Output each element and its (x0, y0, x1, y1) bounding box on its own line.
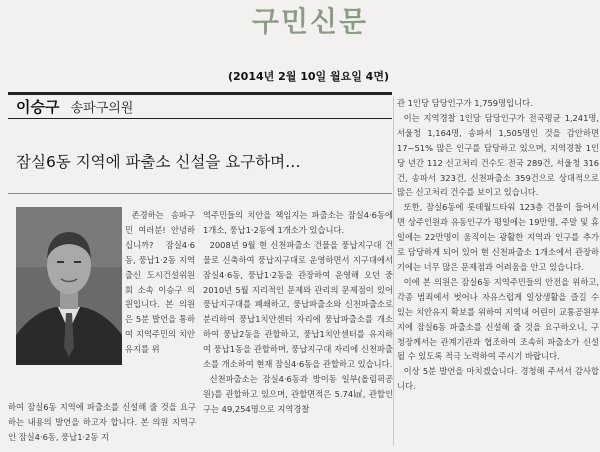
column1-continued-text: 하여 잠실6동 지역에 파출소를 신설해 줄 것을 요구하는 내용의 발언을 하고자 합니다. 본 의원 지역구인 잠실4·6동, 풍납1·2동 지 (8, 402, 196, 442)
headline-rule (8, 193, 392, 194)
column-divider (393, 96, 394, 446)
article-column-1 (125, 208, 195, 378)
article-column-2 (203, 208, 393, 448)
councillor-role: 송파구의원 (70, 101, 134, 116)
column1-text: 존경하는 송파구민 여러분! 안녕하십니까? 잠실4·6동, 풍납1·2동 지역출신 도시건설위원회 소속 이승구 의원입니다. 본 의원은 5분 발언을 통하여 지역주민의 치안유지를 위 (125, 210, 195, 355)
article-column-1-continued (8, 400, 196, 450)
column2-paragraph: 역주민들의 치안을 책임지는 파출소는 잠실4·6동에 1개소, 풍납1·2동에 1개소가 있습니다. (203, 210, 393, 235)
top-rule (8, 92, 392, 95)
newspaper-masthead: 구민신문 (251, 5, 369, 38)
column3-paragraph: 관 1인당 담당인구가 1,759명입니다. (397, 98, 533, 108)
column3-paragraph: 또한, 잠실6동에 롯데월드타워 123층 건물이 들어서면 상주인원과 유동인구가 평일에는 19만명, 주말 및 휴일에는 22만명이 움직이는 광활한 지역과 인구를 추가로 담당하게 되어 있어 현 신천파출소 1개소에서 관장하기에는 너무 많은 문제점과 어려움을 안고 있습니다. (397, 202, 599, 272)
councillor-name-bar (16, 96, 386, 116)
article-column-3 (397, 96, 599, 450)
issue-date-line: (2014년 2월 10일 월요일 4면) (228, 70, 389, 83)
column2-paragraph: 신천파출소는 잠실4·6동과 방이동 일부(올림픽공원)를 관할하고 있으며, 관할면적은 5.74㎢, 관할인구는 49,254명으로 지역경찰 (203, 373, 393, 414)
column2-paragraph: 2008년 9월 현 신천파출소 건물을 풍납지구대 건물로 신축하여 풍납지구대로 운영하면서 지구대에서 잠실4·6동, 풍납1·2동을 관장하여 운영해 오던 중 2010년 5월 지리적인 문제와 관리의 문제점이 있어 풍납지구대를 폐쇄하고, 풍납파출소와 신천파출소로 분리하여 풍납1치안센터 자리에 풍납파출소를 개소하여 풍납2동을 관할하고, 풍납1치안센터를 유지하여 풍납1동을 관할하며, 풍납지구대 자리에 신천파출소를 개소하여 현재 잠실4·6동을 관할하고 있습니다. (203, 239, 393, 370)
column3-paragraph: 이에 본 의원은 잠실6동 지역주민들의 안전을 위하고, 각종 범죄에서 벗어나 자유스럽게 일상생활을 즐길 수 있는 치안유지 확보를 위하여 지역내 어린이 교통공원부지에 잠실6동 파출소를 신설해 줄 것을 요구하오니, 구청장께서는 관계기관과 협조하여 조속히 파출소가 신설될 수 있도록 적극 노력하여 주시기 바랍니다. (397, 276, 599, 362)
article-headline: 잠실6동 지역에 파출소 신설을 요구하며… (16, 153, 301, 171)
column3-paragraph: 이상 5분 발언을 마치겠습니다. 경청해 주셔서 감사합니다. (397, 366, 599, 392)
councillor-name: 이승구 (16, 98, 60, 116)
councillor-portrait (16, 207, 122, 365)
column3-paragraph: 이는 지역경찰 1인당 담당인구가 전국평균 1,241명, 서울청 1,164명, 송파서 1,505명인 것을 감안하면 17~51% 많은 인구를 담당하고 있으며, 지역경찰 1인당 년간 112 신고처리 건수도 전국 289건, 서울청 316건, 송파서 323건, 신천파출소 359건으로 상대적으로 많은 신고처리 건수를 보이고 있습니다. (397, 112, 599, 198)
name-bar-rule (8, 118, 392, 119)
portrait-photo (16, 207, 122, 365)
